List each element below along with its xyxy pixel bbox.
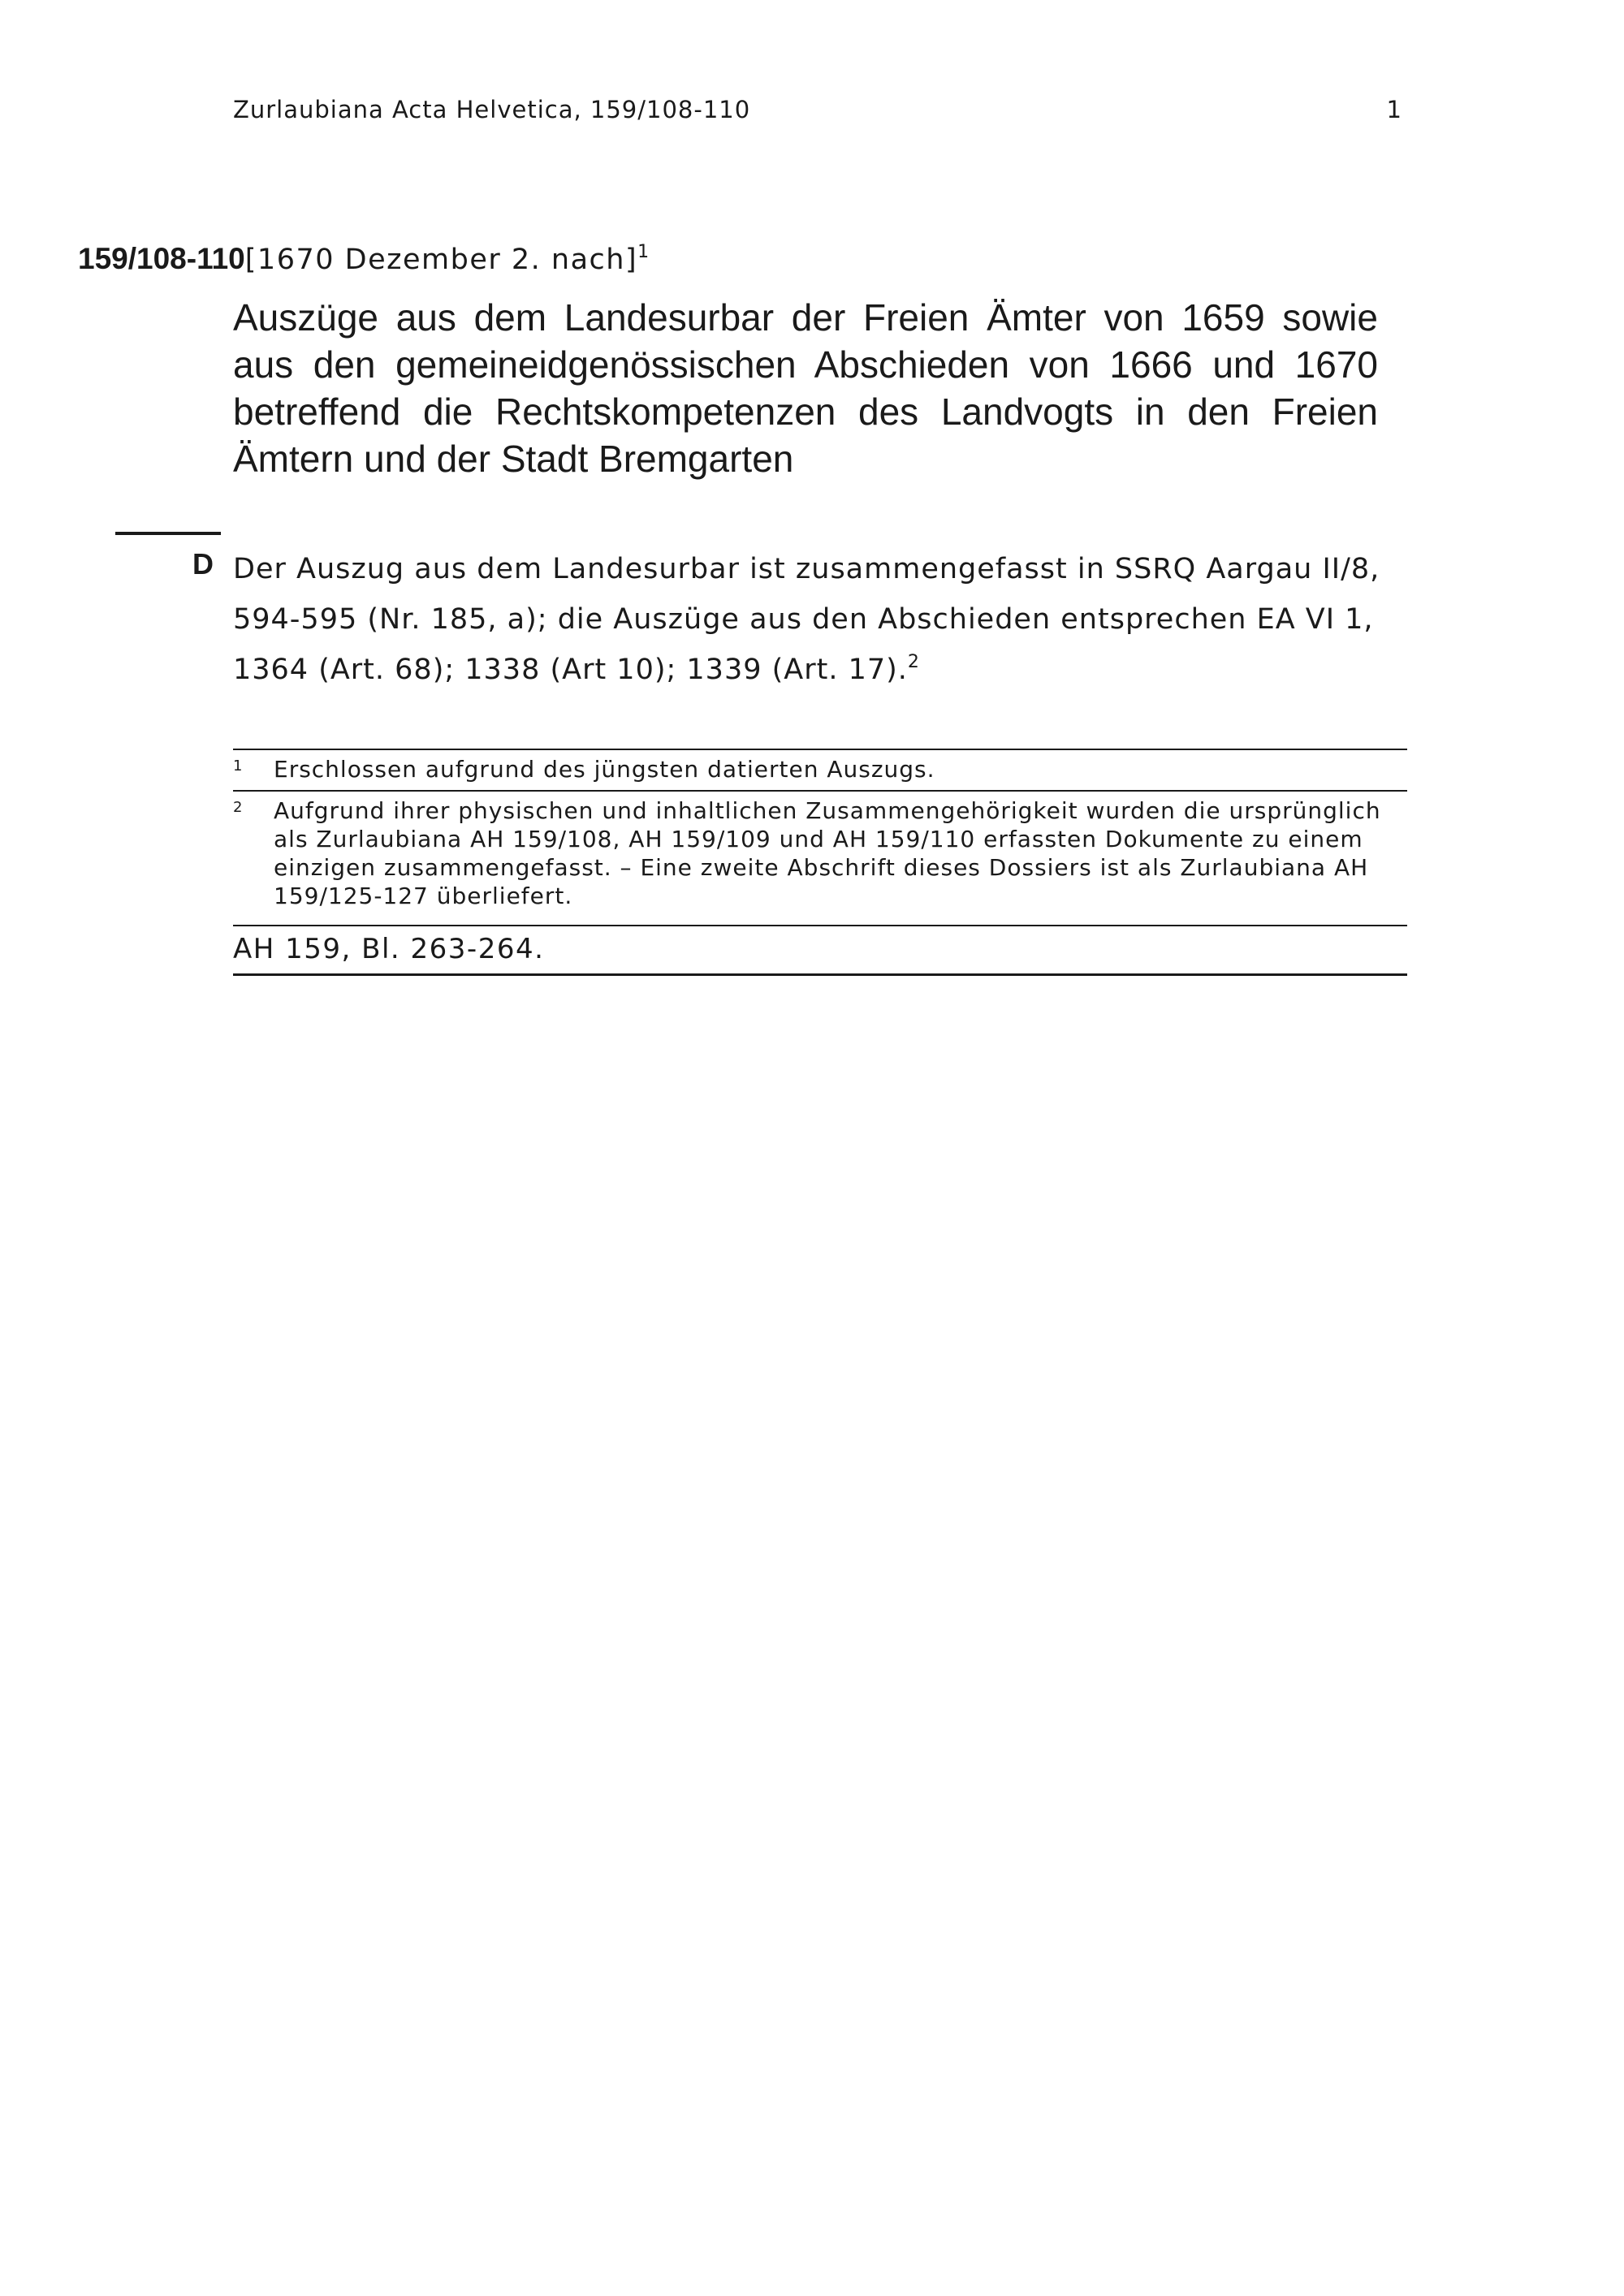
margin-rule (115, 532, 221, 535)
document-date: [1670 Dezember 2. nach] (244, 244, 638, 276)
description-text: Der Auszug aus dem Landesurbar ist zusammengefasst in SSRQ Aargau II/8, 594-595 (Nr. 185, a); die Auszüge aus den Abschieden entsprechen EA VI 1, 1364 (Art. 68); 1338 (Art 10); 1339 (Art. 17). (233, 553, 1380, 686)
document-number: 159/108-110 (78, 242, 245, 275)
footnote-mark: 2 (233, 799, 244, 816)
page-number: 1 (1386, 96, 1402, 123)
document-heading (78, 242, 649, 276)
footnote-2 (233, 790, 1407, 917)
footnote-ref-1[interactable]: 1 (637, 242, 650, 262)
running-head-title: Zurlaubiana Acta Helvetica, 159/108-110 (233, 96, 751, 123)
footnote-text: Aufgrund ihrer physischen und inhaltlichen Zusammengehörigkeit wurden die ursprünglich als Zurlaubiana AH 159/108, AH 159/109 und AH 159/110 erfassten Dokumente zu einem einzigen zusammengefasst. – Eine zweite Abschrift dieses Dossiers ist als Zurlaubiana AH 159/125-127 überliefert. (274, 797, 1381, 909)
footnote-mark: 1 (233, 757, 244, 775)
footnote-ref-2[interactable]: 2 (907, 652, 920, 672)
footnote-text: Erschlossen aufgrund des jüngsten datierten Auszugs. (274, 756, 935, 783)
source-reference: AH 159, Bl. 263-264. (233, 925, 1407, 976)
description (233, 544, 1402, 695)
footnote-1 (233, 749, 1407, 790)
document-title: Auszüge aus dem Landesurbar der Freien Ämter von 1659 sowie aus den gemeineidgenössischen Abschieden von 1666 und 1670 betreffend die Rechtskompetenzen des Landvogts in den Freien Ämtern und der Stadt Bremgarten (233, 296, 1378, 480)
running-head (233, 96, 1402, 128)
footnotes (233, 749, 1407, 917)
description-margin-letter: D (192, 547, 214, 580)
